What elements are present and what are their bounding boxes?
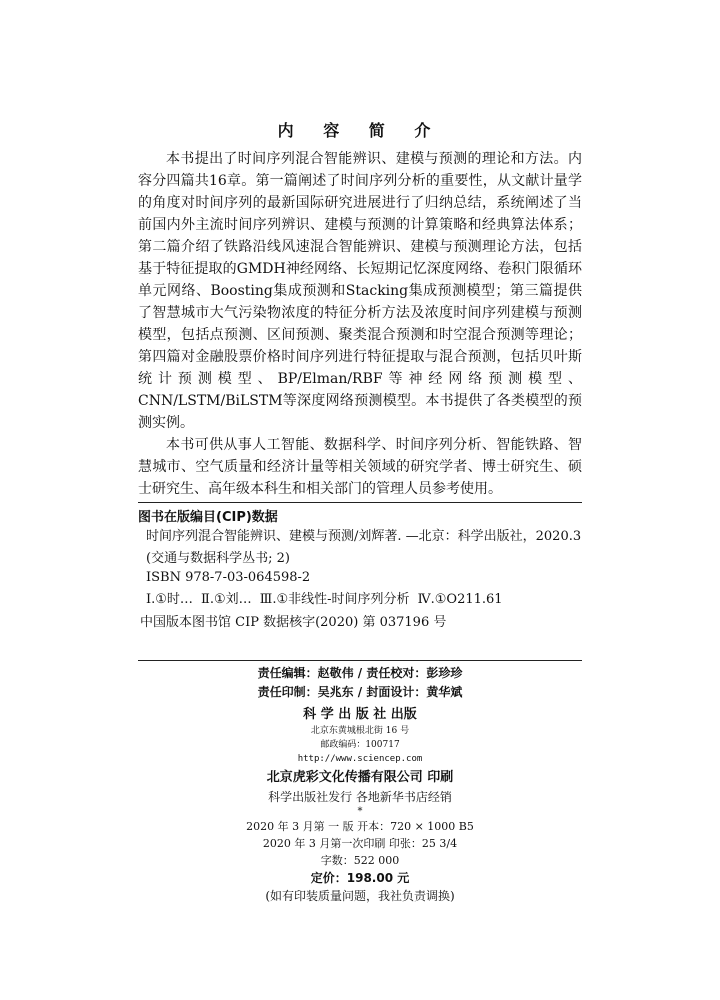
publisher-postcode: 邮政编码：100717 (320, 740, 400, 750)
cip-heading: 图书在版编目(CIP)数据 (138, 510, 278, 525)
separator-star: * (357, 806, 363, 817)
imprint-block (138, 664, 582, 905)
cip-title-line: 时间序列混合智能辨识、建模与预测/刘辉著. —北京：科学出版社，2020.3 (146, 529, 582, 544)
publisher-name: 科 学 出 版 社 出版 (303, 707, 417, 722)
price: 定价：198.00 元 (310, 871, 410, 885)
publisher-website: http://www.sciencep.com (297, 754, 423, 764)
abstract-paragraph-1: 本书提出了时间序列混合智能辨识、建模与预测的理论和方法。内容分四篇共16章。第一篇阐述了时间序列分析的重要性，从文献计量学的角度对时间序列的最新国际研究进展进行了归纳总结，系统阐述了当前国内外主流时间序列辨识、建模与预测的计算策略和经典算法体系；第二篇介绍了铁路沿线风速混合智能辨识、建模与预测理论方法，包括基于特征提取的GMDH神经网络、长短期记忆深度网络、卷积门限循环单元网络、Boosting集成预测和Stacking集成预测模型；第三篇提供了智慧城市大气污染物浓度的特征分析方法及浓度时间序列建模与预测模型，包括点预测、区间预测、聚类混合预测和时空混合预测等理论；第四篇对金融股票价格时间序列进行特征提取与混合预测，包括贝叶斯统计预测模型、BP/Elman/RBF等神经网络预测模型、CNN/LSTM/BiLSTM等深度网络预测模型。本书提供了各类模型的预测实例。 (138, 151, 582, 431)
editor-credits: 责任编辑：赵敬伟 / 责任校对：彭珍珍 (257, 666, 463, 680)
cip-isbn: ISBN 978-7-03-064598-2 (146, 570, 311, 585)
page-title: 内 容 简 介 (277, 121, 443, 140)
cip-bottom-divider (138, 660, 582, 661)
distribution-line: 科学出版社发行 各地新华书店经销 (268, 790, 452, 804)
edition-line: 2020 年 3 月第 一 版 开本：720 × 1000 B5 (246, 820, 474, 833)
printer-name: 北京虎彩文化传播有限公司 印刷 (266, 770, 454, 785)
word-count: 字数：522 000 (320, 854, 400, 867)
abstract-section (138, 148, 582, 500)
publisher-address: 北京东黄城根北街 16 号 (310, 726, 410, 736)
cip-record-number: 中国版本图书馆 CIP 数据核字(2020) 第 037196 号 (140, 615, 447, 630)
production-credits: 责任印制：吴兆东 / 封面设计：黄华斌 (257, 685, 463, 699)
cip-classification: Ⅰ.①时… Ⅱ.①刘… Ⅲ.①非线性-时间序列分析 Ⅳ.①O211.61 (146, 592, 503, 607)
quality-notice: (如有印装质量问题，我社负责调换) (265, 889, 455, 903)
cip-block (138, 508, 582, 632)
cip-top-divider (138, 502, 582, 503)
printing-line: 2020 年 3 月第一次印刷 印张：25 3/4 (262, 837, 458, 850)
abstract-paragraph-2: 本书可供从事人工智能、数据科学、时间序列分析、智能铁路、智慧城市、空气质量和经济计量等相关领域的研究学者、博士研究生、硕士研究生、高年级本科生和相关部门的管理人员参考使用。 (138, 437, 582, 497)
cip-series: (交通与数据科学丛书; 2) (146, 551, 290, 566)
